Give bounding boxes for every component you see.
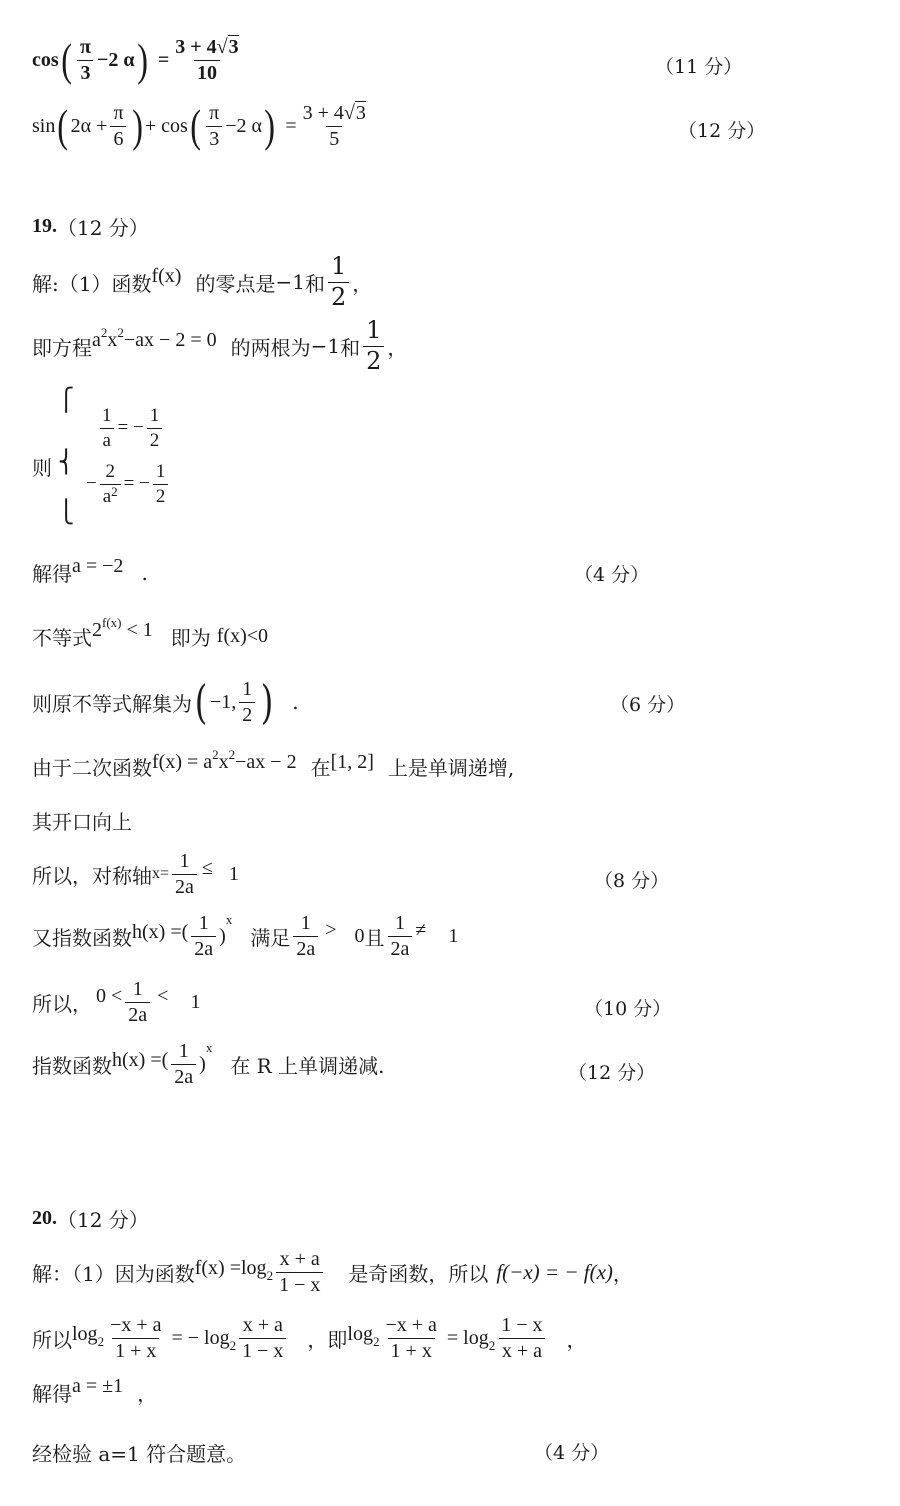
score-8: （8 分）: [594, 870, 670, 892]
text: ，即: [307, 1327, 348, 1352]
fraction: [382, 1315, 439, 1362]
value: 1: [190, 990, 201, 1013]
numerator: 1 − x: [501, 1313, 543, 1336]
fraction: [77, 37, 94, 84]
solution-line-1: [32, 252, 373, 311]
term: −2 α: [225, 114, 263, 137]
score-11: （11 分）: [655, 56, 743, 78]
exp: f(x): [102, 615, 122, 630]
solution-line-2: [32, 316, 408, 375]
text: 在 R 上单调递减.: [230, 1053, 385, 1078]
text: 是奇函数，所以: [348, 1261, 489, 1286]
neg: −: [86, 473, 97, 494]
plus-cos: + cos: [144, 114, 188, 137]
denominator: 1 − x: [239, 1338, 286, 1362]
func-cos: cos: [32, 48, 59, 71]
expr: a = −2: [72, 555, 124, 577]
sup: 2: [117, 324, 124, 340]
denominator: 2a: [172, 874, 197, 898]
denominator: 2: [328, 282, 349, 310]
text: 上是单调递增,: [387, 756, 515, 780]
solution-line-3: [32, 555, 148, 587]
numerator: π: [80, 35, 91, 58]
solution-line-8: [32, 848, 239, 900]
equals: = −: [117, 417, 144, 438]
numerator: 1: [132, 977, 143, 1000]
numerator: 1: [149, 404, 160, 426]
expr: f(x) =log: [194, 1256, 267, 1279]
brace-mid: ⎨: [58, 450, 75, 475]
numerator: 3 + 4√3: [175, 35, 239, 58]
fraction: [110, 103, 126, 150]
fraction: [206, 103, 222, 150]
text: 且: [364, 925, 385, 950]
log-expr: [194, 1256, 274, 1283]
question-number: 19.: [32, 215, 57, 237]
ne: ≠: [415, 918, 427, 941]
left-paren: (: [190, 100, 201, 151]
sub: 2: [229, 1337, 237, 1353]
solution-line-4: [32, 615, 269, 651]
den-var: a: [102, 485, 112, 507]
score-12: （12 分）: [678, 120, 766, 142]
denominator: 3: [206, 126, 222, 150]
exp: x: [205, 1040, 213, 1055]
var: a: [92, 328, 101, 351]
denominator: 2a: [171, 1064, 196, 1088]
denominator: 2: [153, 484, 169, 507]
denominator: 10: [194, 60, 220, 84]
sup: 2: [111, 483, 118, 499]
fraction: [147, 406, 163, 451]
denominator: 2a: [388, 936, 413, 960]
numerator: 1: [300, 911, 311, 934]
denominator: 2a: [293, 936, 318, 960]
value: −1: [310, 334, 341, 358]
var: x: [107, 328, 118, 351]
text: 和: [304, 271, 325, 296]
fraction: [239, 679, 255, 726]
denominator: 1 + x: [112, 1338, 159, 1362]
expr: −1,: [209, 690, 237, 713]
numerator: π: [113, 101, 124, 124]
score-4b: （4 分）: [534, 1442, 610, 1464]
text: 在: [310, 756, 331, 780]
punct: .: [141, 560, 148, 585]
equation: [92, 324, 217, 352]
fraction: [239, 1315, 286, 1362]
text: 由于二次函数: [32, 756, 152, 780]
text: 和: [340, 335, 361, 360]
text: 则原不等式解集为: [32, 691, 192, 716]
denominator: 2: [239, 702, 255, 726]
sub: 2: [97, 1333, 105, 1349]
fraction: [276, 1249, 323, 1296]
text: 其开口向上: [32, 810, 132, 834]
text: 经检验 a=1 符合题意。: [32, 1442, 247, 1466]
denominator: a: [100, 428, 114, 451]
log: log: [72, 1322, 98, 1345]
expr: −ax − 2: [235, 751, 297, 773]
numerator: 1: [178, 1039, 189, 1062]
var: x=: [152, 865, 170, 882]
var: x: [218, 751, 229, 773]
text: 的零点是: [195, 271, 276, 296]
solution-20-line-4: [32, 1438, 246, 1467]
denominator: 5: [326, 126, 342, 150]
denominator: 2a: [191, 936, 216, 960]
sqrt-content: 3: [228, 35, 239, 58]
expr: = − log: [171, 1326, 230, 1349]
sub: 2: [266, 1267, 274, 1283]
fraction: [153, 462, 169, 507]
numerator: 2: [105, 460, 115, 482]
then-label: [32, 452, 52, 481]
log-expr: [171, 1326, 237, 1353]
fraction-result: [172, 37, 241, 84]
sup: 2: [212, 747, 219, 762]
fraction: [172, 851, 197, 898]
right-paren: ): [136, 34, 148, 85]
fraction: [125, 979, 150, 1026]
log: log: [347, 1322, 373, 1345]
numerator: 3 + 4√3: [302, 101, 366, 124]
fx: f(x): [151, 264, 182, 287]
paren: ): [199, 1052, 206, 1075]
expr: f(x) = a: [152, 751, 213, 773]
fraction-result: [300, 103, 369, 150]
expr: a = ±1: [72, 1375, 124, 1397]
fraction: [99, 406, 115, 451]
fraction: [171, 1041, 196, 1088]
punct: ，: [137, 1382, 158, 1406]
exp: x: [225, 912, 233, 927]
question-number: 20.: [32, 1207, 57, 1229]
numerator: 1: [198, 911, 209, 934]
fraction: [100, 462, 121, 507]
sub: 2: [488, 1337, 496, 1353]
question-points: （12 分）: [57, 216, 149, 240]
denominator: x + a: [499, 1338, 545, 1362]
numerator: π: [209, 101, 220, 124]
system-row-1: [96, 400, 165, 456]
inequality: [92, 615, 153, 642]
text: 解得: [32, 1382, 72, 1406]
solution-20-line-1: [32, 1244, 633, 1300]
score-10: （10 分）: [584, 998, 672, 1020]
punct: .: [292, 690, 299, 714]
expr: h(x) =(: [132, 920, 189, 943]
brace-top: ⎧: [58, 388, 75, 413]
text: 即为: [170, 626, 211, 650]
function-def: [152, 747, 297, 774]
punct: ，: [387, 335, 408, 360]
text: 所以，: [32, 991, 92, 1016]
text: 不等式: [32, 626, 92, 650]
denominator: 6: [110, 126, 126, 150]
interval: [1, 2]: [330, 751, 374, 773]
numerator: 1: [366, 316, 382, 345]
paren: ): [219, 924, 226, 947]
equals: =: [285, 114, 297, 137]
question-19-header: [32, 212, 149, 241]
num-text: 3 + 4: [302, 101, 344, 124]
text: 解:（1）函数: [32, 271, 152, 296]
text: 指数函数: [32, 1053, 112, 1078]
equation-sin: [32, 96, 372, 156]
numerator: 1: [394, 911, 405, 934]
solution-line-9: [32, 910, 458, 962]
numerator: 1: [102, 404, 112, 426]
expr: 0 <: [96, 984, 123, 1007]
log-expr: [347, 1322, 380, 1349]
equals: =: [157, 48, 170, 71]
text: 则: [32, 456, 52, 480]
solution-20-line-2: [32, 1310, 587, 1366]
question-20-header: [32, 1204, 149, 1233]
term: −2 α: [96, 48, 135, 71]
numerator: x + a: [279, 1247, 320, 1270]
denominator: [100, 484, 121, 507]
left-paren: (: [57, 100, 69, 151]
numerator: 1: [155, 460, 166, 482]
log-expr: [72, 1322, 105, 1349]
numerator: 1: [179, 849, 190, 872]
brace-bottom: ⎩: [58, 500, 75, 525]
base: 2: [92, 619, 102, 641]
fraction-half: [363, 318, 384, 373]
sup: 2: [100, 324, 108, 340]
denominator: 2: [147, 428, 163, 451]
term: 2α +: [70, 114, 108, 137]
punct: ，: [566, 1327, 587, 1352]
numerator: 1: [242, 677, 253, 700]
right-paren: ): [131, 100, 143, 151]
text: 所以: [32, 1327, 72, 1352]
text: 的两根为: [230, 335, 311, 360]
gt: >: [325, 918, 337, 941]
solution-line-5: [32, 672, 299, 732]
lt: <: [157, 984, 169, 1007]
text: 解得: [32, 562, 72, 586]
expr: f(−x) = − f(x): [496, 1259, 613, 1284]
equation-cos: [32, 30, 245, 90]
punct: ，: [352, 271, 373, 296]
equals: = −: [123, 473, 150, 494]
value: 1: [448, 924, 459, 947]
left-paren: (: [194, 675, 208, 729]
score-4: （4 分）: [574, 564, 650, 586]
solution-line-6: [32, 747, 515, 781]
denominator: 1 − x: [276, 1272, 323, 1296]
value: 0: [354, 924, 365, 947]
text: 满足: [250, 925, 291, 950]
expr: −ax − 2 = 0: [123, 328, 217, 351]
right-paren: ): [264, 100, 276, 151]
sub: 2: [372, 1333, 380, 1349]
punct: ，: [612, 1261, 633, 1286]
score-6: （6 分）: [610, 694, 686, 716]
system-row-2: [86, 456, 171, 512]
solution-line-7: [32, 806, 132, 835]
sqrt-content: 3: [355, 101, 366, 124]
question-points: （12 分）: [57, 1208, 149, 1232]
expr: = log: [446, 1326, 489, 1349]
le: ≤: [201, 856, 213, 879]
fraction: [498, 1315, 545, 1362]
left-paren: (: [60, 34, 72, 85]
score-12b: （12 分）: [568, 1062, 656, 1084]
solution-20-line-3: [32, 1375, 158, 1407]
expr: h(x) =(: [112, 1048, 169, 1071]
denominator: 2a: [125, 1002, 150, 1026]
numerator: −x + a: [110, 1313, 162, 1336]
text: 即方程: [32, 335, 92, 360]
log-expr: [446, 1326, 496, 1353]
denominator: 2: [363, 346, 384, 374]
value: −1: [275, 270, 305, 294]
fraction: [191, 913, 216, 960]
func-sin: sin: [32, 114, 56, 137]
denominator: 3: [77, 60, 93, 84]
fraction: [107, 1315, 164, 1362]
numerator: x + a: [242, 1313, 283, 1336]
solution-line-11: [32, 1038, 384, 1090]
expr: < 1: [126, 619, 153, 641]
sup: 2: [228, 747, 236, 762]
value: 1: [228, 862, 239, 885]
fraction: [293, 913, 318, 960]
num-text: 3 + 4: [175, 35, 217, 58]
text: 又指数函数: [32, 925, 132, 950]
right-paren: ): [260, 675, 274, 729]
numerator: −x + a: [385, 1313, 437, 1336]
expr: f(x)<0: [216, 625, 269, 647]
fraction-half: [328, 254, 349, 309]
numerator: 1: [330, 252, 347, 281]
text: 解：（1）因为函数: [32, 1261, 195, 1286]
fraction: [388, 913, 413, 960]
solution-line-10: [32, 976, 200, 1028]
denominator: 1 + x: [388, 1338, 435, 1362]
text: 所以，对称轴: [32, 863, 152, 888]
